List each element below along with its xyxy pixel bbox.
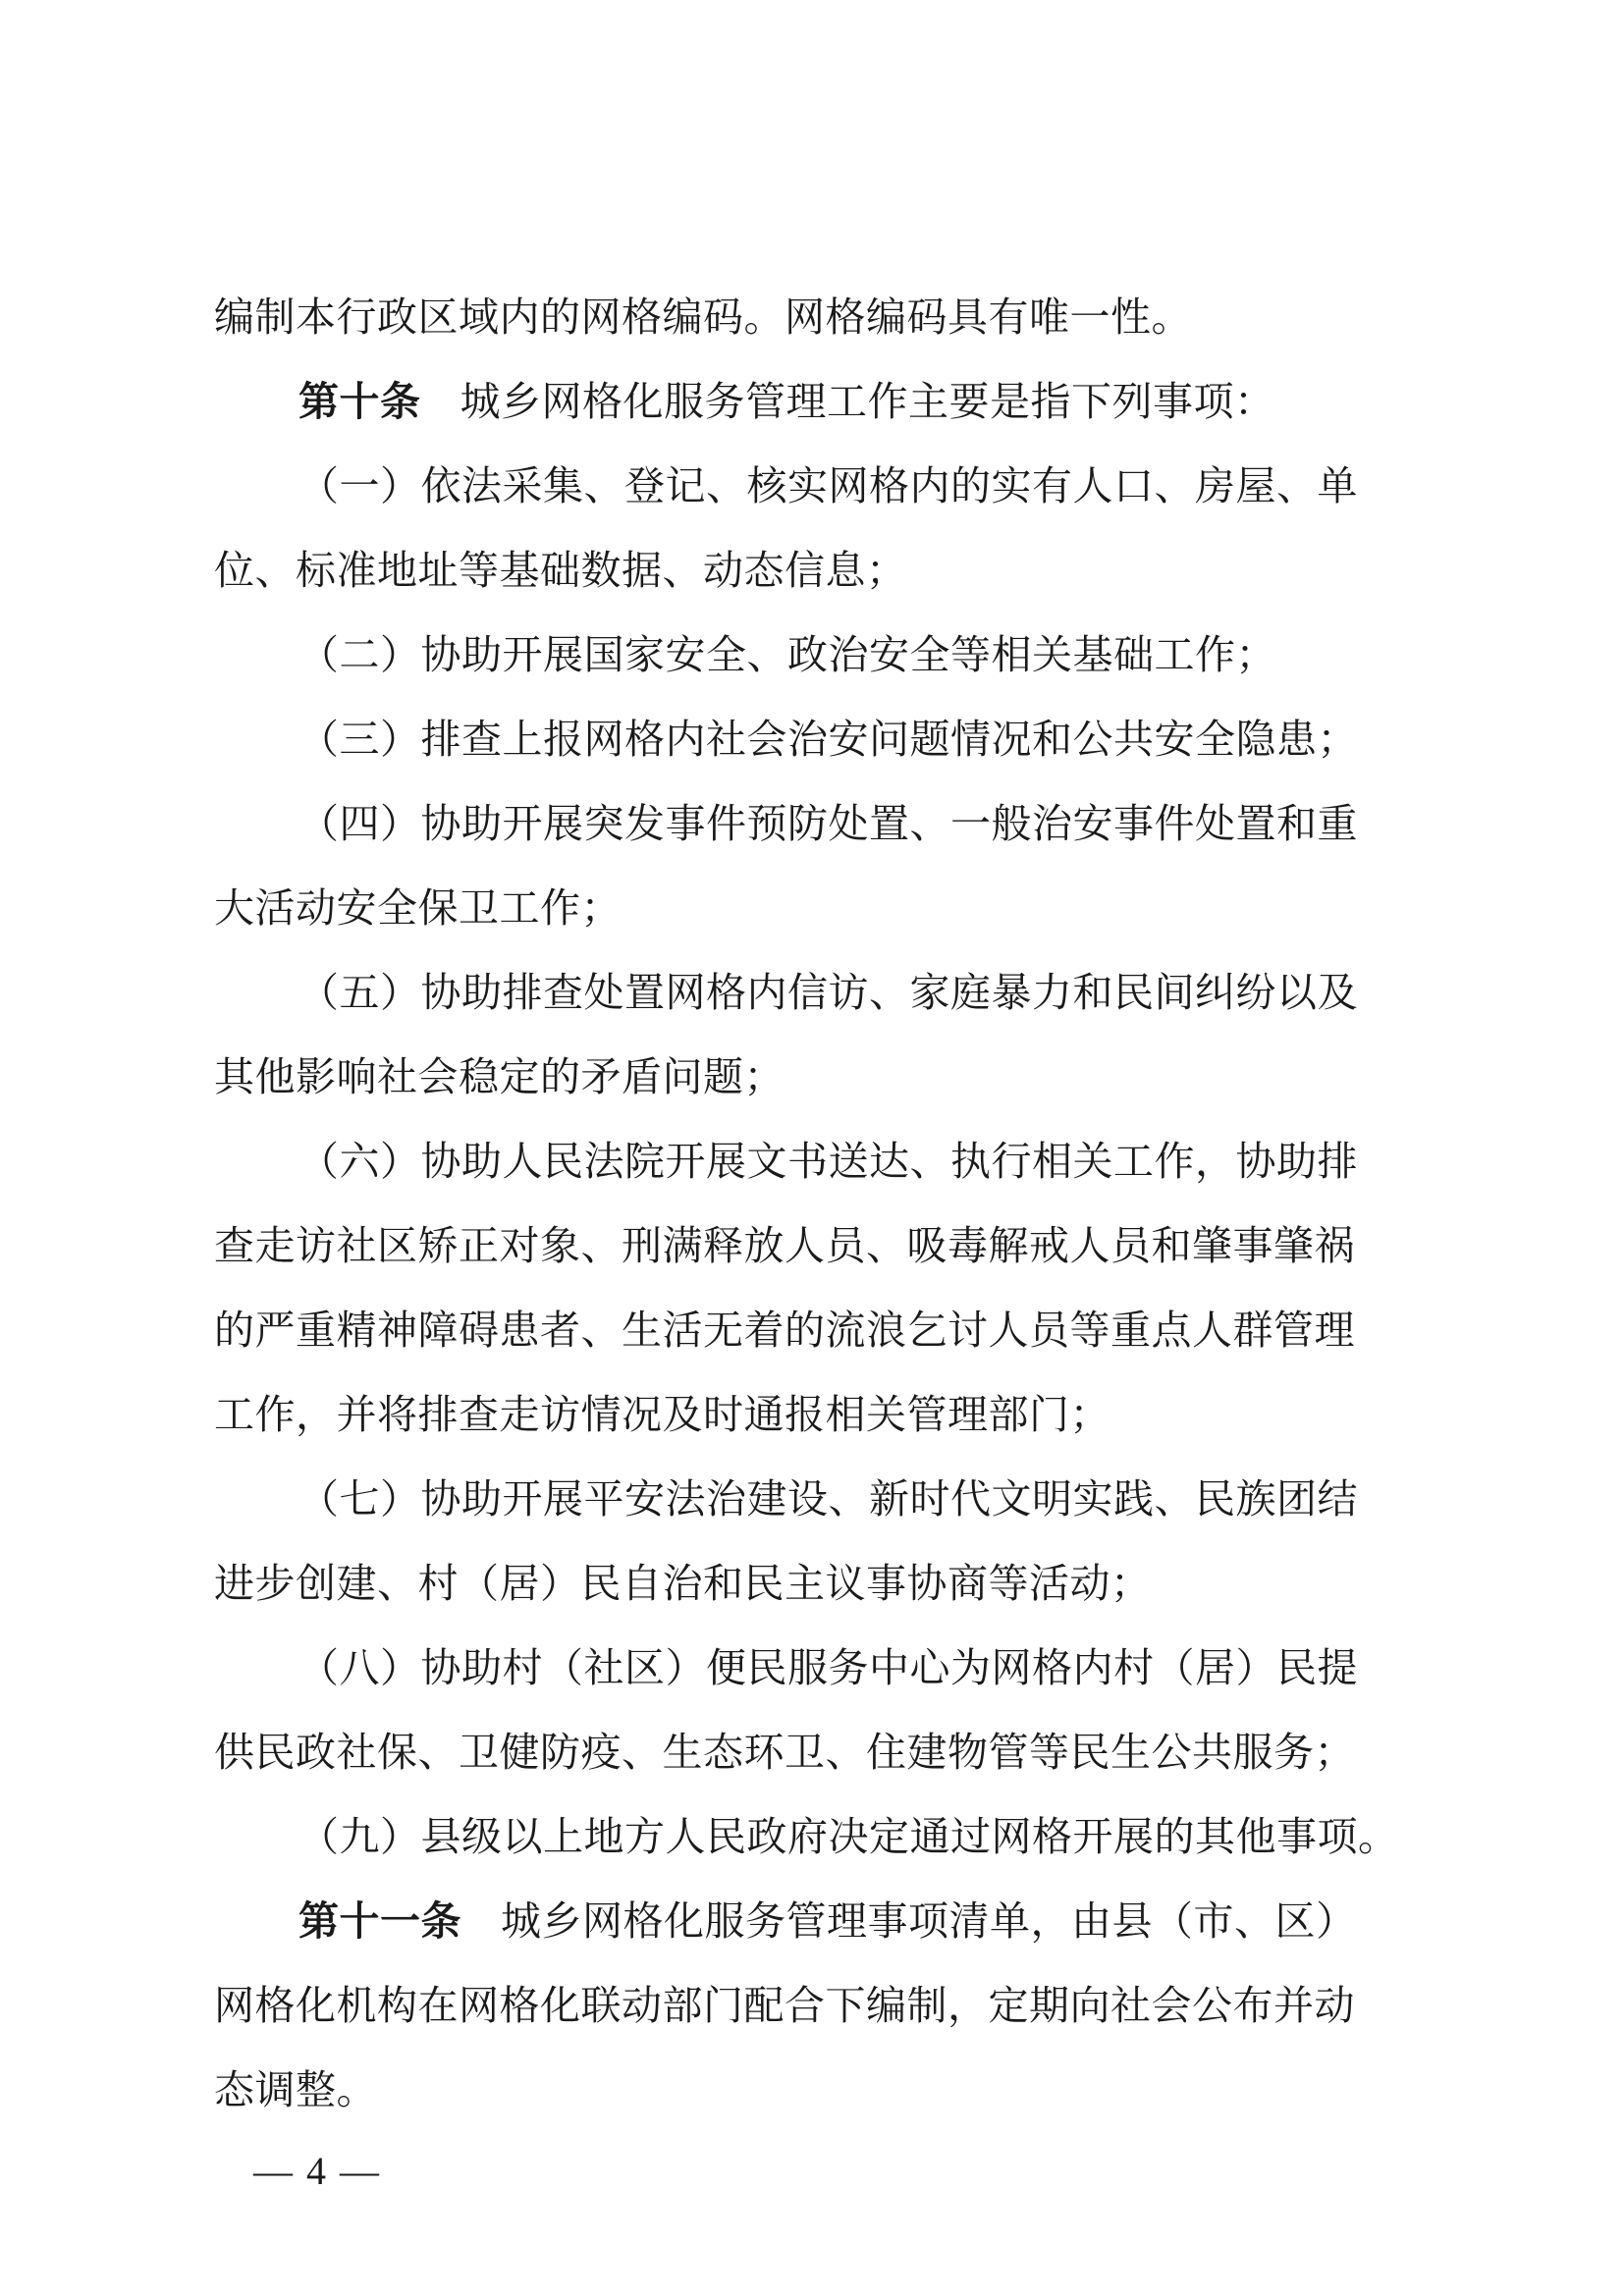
article-label: 第十一条	[298, 1897, 461, 1945]
article-heading-line	[214, 359, 1422, 444]
text-line: （三）排查上报网格内社会治安问题情况和公共安全隐患；	[298, 716, 1358, 763]
text-line: （一）依法采集、登记、核实网格内的实有人口、房屋、单	[298, 462, 1358, 509]
page-number: — 4 —	[253, 2149, 381, 2193]
text-line: 态调整。	[214, 2066, 377, 2113]
text-line: （九）县级以上地方人民政府决定通过网格开展的其他事项。	[298, 1813, 1399, 1860]
text-line: （七）协助开展平安法治建设、新时代文明实践、民族团结	[298, 1475, 1358, 1522]
text-line: （四）协助开展突发事件预防处置、一般治安事件处置和重	[298, 800, 1358, 847]
text-line: 供民政社保、卫健防疫、生态环卫、住建物管等民生公共服务；	[214, 1729, 1355, 1776]
text-line: 工作，并将排查走访情况及时通报相关管理部门；	[214, 1391, 1110, 1438]
text-line: 查走访社区矫正对象、刑满释放人员、吸毒解戒人员和肇事肇祸	[214, 1222, 1355, 1269]
text-line: 网格化机构在网格化联动部门配合下编制，定期向社会公布并动	[214, 1982, 1355, 2029]
text-line: 编制本行政区域内的网格编码。网格编码具有唯一性。	[214, 294, 1192, 341]
text-line: 进步创建、村（居）民自治和民主议事协商等活动；	[214, 1560, 1152, 1607]
text-line: 大活动安全保卫工作；	[214, 884, 622, 932]
article-label: 第十条	[298, 378, 421, 425]
article-heading-line	[214, 1879, 1422, 1963]
text-line: （五）协助排查处置网格内信访、家庭暴力和民间纠纷以及	[298, 969, 1358, 1016]
text-line: （八）协助村（社区）便民服务中心为网格内村（居）民提	[298, 1644, 1358, 1691]
text-line: （六）协助人民法院开展文书送达、执行相关工作，协助排	[298, 1138, 1358, 1185]
text-line: 其他影响社会稳定的矛盾问题；	[214, 1053, 785, 1100]
text-line: 位、标准地址等基础数据、动态信息；	[214, 547, 907, 594]
text-line: （二）协助开展国家安全、政治安全等相关基础工作；	[298, 631, 1276, 678]
text-line: 的严重精神障碍患者、生活无着的流浪乞讨人员等重点人群管理	[214, 1307, 1355, 1354]
document-body	[214, 275, 1422, 2132]
text-line: 城乡网格化服务管理工作主要是指下列事项：	[460, 378, 1275, 425]
text-line: 城乡网格化服务管理事项清单，由县（市、区）	[501, 1897, 1357, 1945]
